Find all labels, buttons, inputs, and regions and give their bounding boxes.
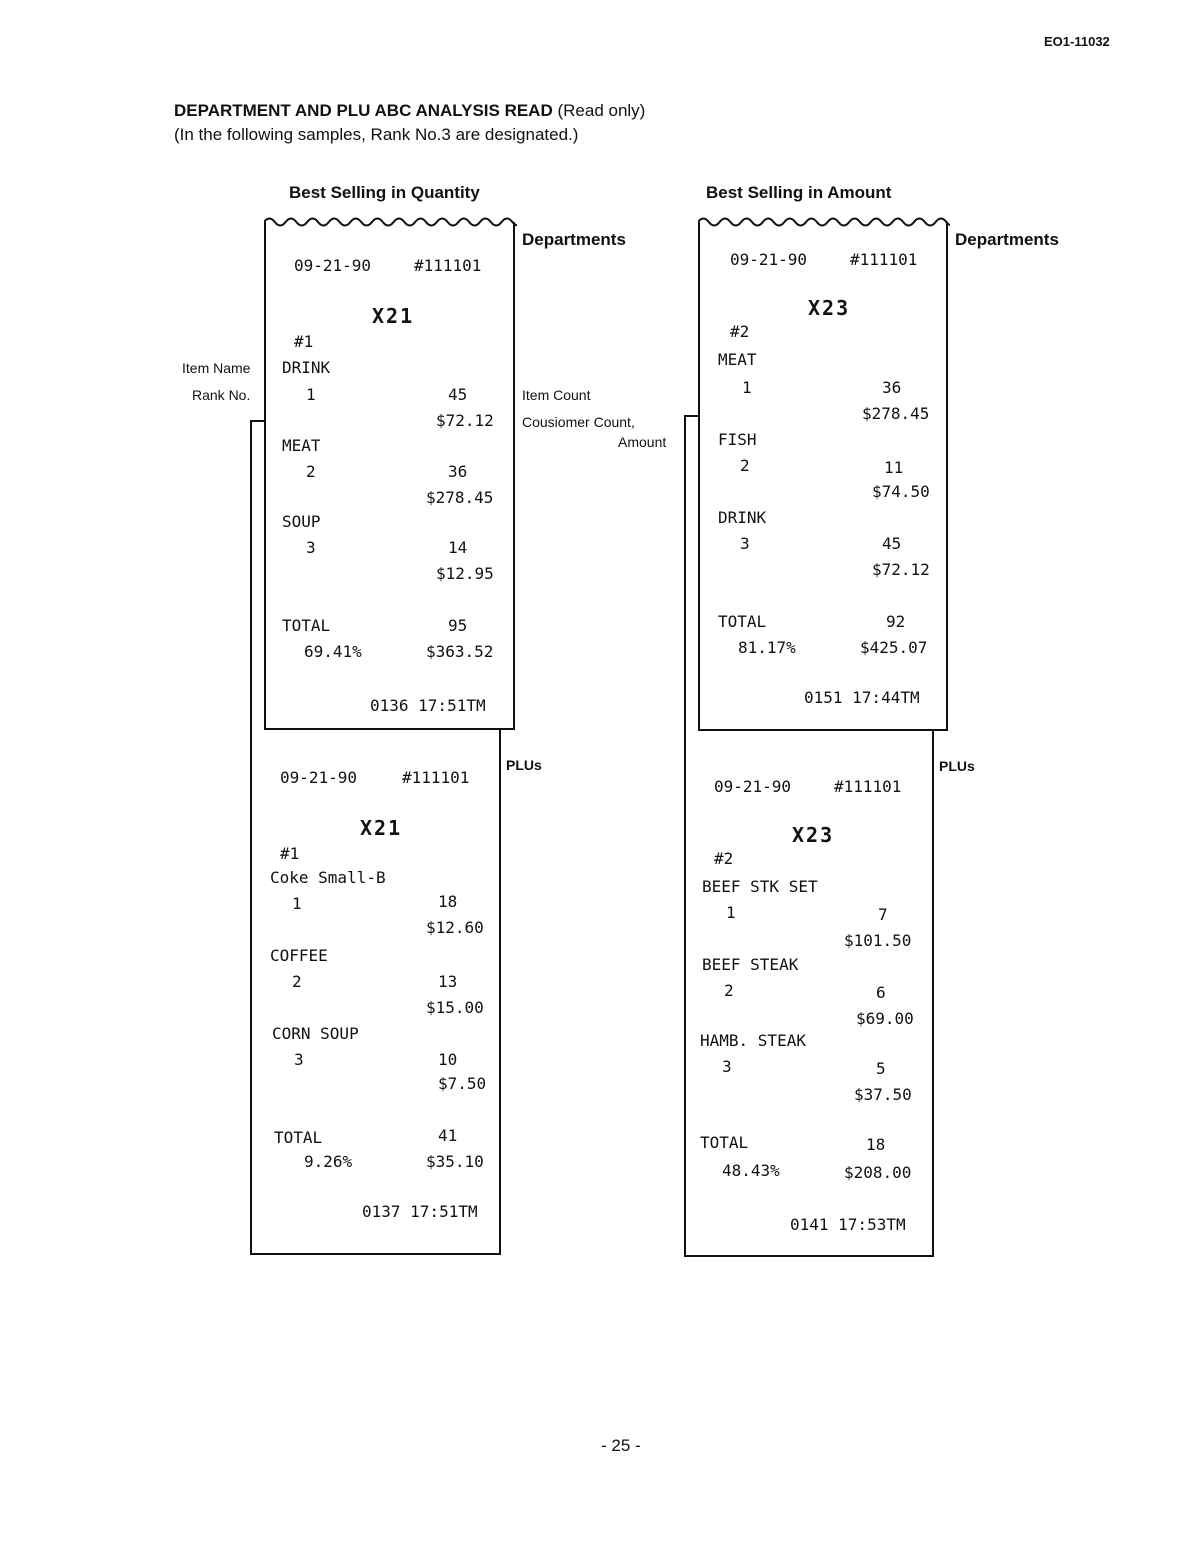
receipt-number: #1 [280,844,300,863]
item-count: 5 [876,1059,886,1078]
receipt-footer: 0141 17:53TM [790,1215,906,1234]
item-rank: 2 [306,462,316,481]
item-name: BEEF STEAK [702,955,799,974]
label-departments-right: Departments [955,230,1059,249]
column-heading-amount: Best Selling in Amount [706,183,892,202]
receipt-number: #2 [714,849,734,868]
total-count: 18 [866,1135,886,1154]
receipt-footer: 0137 17:51TM [362,1202,478,1221]
item-amount: $37.50 [854,1085,912,1104]
document-id: EO1-11032 [1044,34,1110,49]
item-count: 6 [876,983,886,1002]
total-label: TOTAL [718,612,767,631]
item-rank: 1 [306,385,316,404]
item-amount: $101.50 [844,931,912,950]
item-name: FISH [718,430,757,449]
receipt-date: 09-21-90 [294,256,372,275]
total-count: 41 [438,1126,458,1145]
receipt-number: #1 [294,332,314,351]
item-rank: 3 [306,538,316,557]
total-amount: $208.00 [844,1163,912,1182]
item-count: 13 [438,972,458,991]
item-rank: 3 [740,534,750,553]
item-amount: $72.12 [436,411,494,430]
item-amount: $15.00 [426,998,484,1017]
total-count: 95 [448,616,468,635]
item-name: BEEF STK SET [702,877,818,896]
item-name: DRINK [282,358,331,377]
total-count: 92 [886,612,906,631]
total-label: TOTAL [282,616,331,635]
item-rank: 2 [292,972,302,991]
item-amount: $7.50 [438,1074,487,1093]
receipt-date: 09-21-90 [280,768,358,787]
item-rank: 1 [742,378,752,397]
receipt-dept-quantity [264,222,515,730]
receipt-number: #2 [730,322,750,341]
page-number: - 25 - [601,1436,641,1455]
label-rank-no: Rank No. [192,387,251,403]
item-count: 7 [878,905,888,924]
item-rank: 3 [294,1050,304,1069]
page-title-bold: DEPARTMENT AND PLU ABC ANALYSIS READ [174,101,553,120]
item-count: 36 [882,378,902,397]
total-label: TOTAL [700,1133,749,1152]
item-amount: $12.95 [436,564,494,583]
item-amount: $278.45 [862,404,930,423]
item-count: 45 [882,534,902,553]
receipt-date: 09-21-90 [714,777,792,796]
total-percent: 69.41% [304,642,362,661]
item-count: 11 [884,458,904,477]
total-percent: 48.43% [722,1161,780,1180]
total-percent: 9.26% [304,1152,353,1171]
label-item-name: Item Name [182,360,251,376]
total-amount: $425.07 [860,638,928,657]
label-customer-count: Cousiomer Count, [522,414,635,430]
item-amount: $69.00 [856,1009,914,1028]
total-label: TOTAL [274,1128,323,1147]
item-name: COFFEE [270,946,328,965]
total-percent: 81.17% [738,638,796,657]
item-name: DRINK [718,508,767,527]
item-count: 14 [448,538,468,557]
item-amount: $12.60 [426,918,484,937]
column-heading-quantity: Best Selling in Quantity [289,183,480,202]
page-title-rest: (Read only) [552,101,646,120]
item-rank: 1 [292,894,302,913]
page-title [174,101,645,121]
receipt-date: 09-21-90 [730,250,808,269]
item-rank: 2 [740,456,750,475]
label-item-count: Item Count [522,387,591,403]
item-name: MEAT [718,350,757,369]
receipt-footer: 0136 17:51TM [370,696,486,715]
item-count: 10 [438,1050,458,1069]
receipt-xcode: X23 [808,296,851,320]
item-amount: $278.45 [426,488,494,507]
item-rank: 2 [724,981,734,1000]
item-rank: 3 [722,1057,732,1076]
page-subtitle: (In the following samples, Rank No.3 are designated.) [174,125,579,144]
item-rank: 1 [726,903,736,922]
item-name: MEAT [282,436,321,455]
label-plus-left: PLUs [506,757,542,773]
item-name: SOUP [282,512,321,531]
receipt-xcode: X21 [360,816,403,840]
receipt-footer: 0151 17:44TM [804,688,920,707]
item-amount: $72.12 [872,560,930,579]
receipt-xcode: X23 [792,823,835,847]
item-name: HAMB. STEAK [700,1031,806,1050]
label-departments-left: Departments [522,230,626,249]
total-amount: $35.10 [426,1152,484,1171]
item-count: 45 [448,385,468,404]
label-amount: Amount [618,434,667,450]
tear-edge-icon [698,214,950,228]
item-amount: $74.50 [872,482,930,501]
item-name: CORN SOUP [272,1024,359,1043]
total-amount: $363.52 [426,642,494,661]
receipt-id: #111101 [834,777,902,796]
item-count: 36 [448,462,468,481]
receipt-xcode: X21 [372,304,415,328]
item-count: 18 [438,892,458,911]
item-name: Coke Small-B [270,868,386,887]
label-plus-right: PLUs [939,758,975,774]
receipt-id: #111101 [414,256,482,275]
receipt-dept-amount [698,222,948,731]
tear-edge-icon [264,214,517,228]
receipt-id: #111101 [402,768,470,787]
receipt-id: #111101 [850,250,918,269]
